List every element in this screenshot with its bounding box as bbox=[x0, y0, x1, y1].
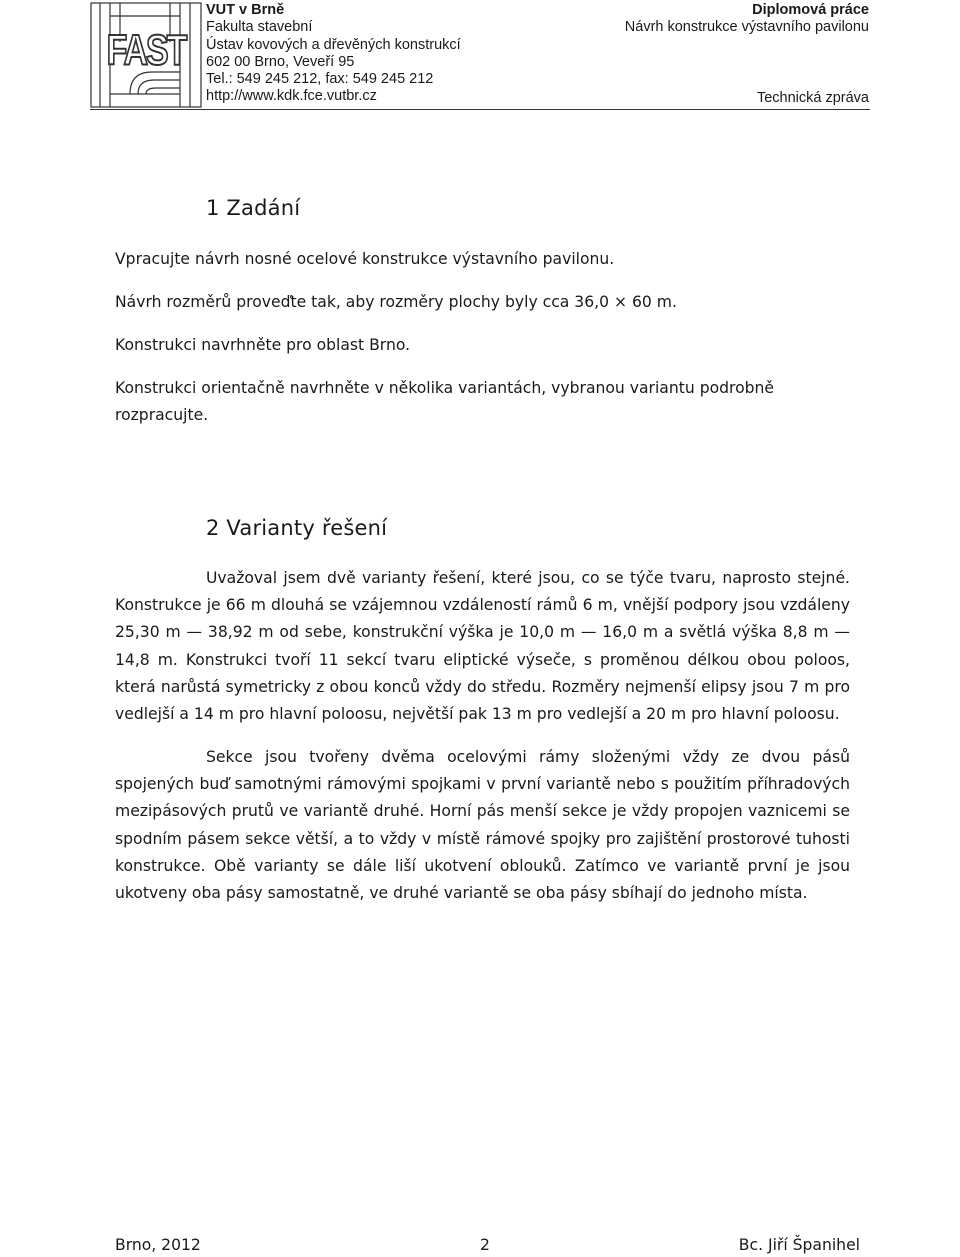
phone: Tel.: 549 245 212, fax: 549 245 212 bbox=[206, 71, 434, 88]
page-header bbox=[0, 0, 960, 110]
school-name: VUT v Brně bbox=[206, 2, 285, 18]
thesis-title: Návrh konstrukce výstavního pavilonu bbox=[624, 19, 869, 36]
header-divider bbox=[90, 109, 870, 110]
assignment-paragraph-3: Konstrukci navrhněte pro oblast Brno. bbox=[115, 336, 411, 354]
assignment-paragraph-4: Konstrukci orientačně navrhněte v několika variantách, vybranou variantu podrobně rozpracujte. bbox=[115, 379, 775, 425]
heading-varianty: 2 Varianty řešení bbox=[206, 516, 388, 540]
address: 602 00 Brno, Veveří 95 bbox=[206, 53, 355, 70]
heading-zadani: 1 Zadání bbox=[206, 196, 301, 220]
institute-name: Ústav kovových a dřevěných konstrukcí bbox=[206, 36, 461, 53]
document-type: Technická zpráva bbox=[756, 90, 869, 106]
thesis-info bbox=[624, 2, 869, 106]
website-link[interactable]: http://www.kdk.fce.vutbr.cz bbox=[206, 88, 377, 105]
variants-paragraph-2: Sekce jsou tvořeny dvěma ocelovými rámy složenými vždy ze dvou pásů spojených buď samotnými rámovými spojkami v první variantě nebo s použitím příhradových mezipásových prutů ve variantě druhé. Horní pás menší sekce je vždy propojen vaznicemi se spodním pásem sekce větší, a to vždy v místě rámové spojky pro zajištění prostorové tuhosti konstrukce. Obě varianty se dále liší ukotvení oblouků. Zatímco ve variantě první je jsou ukotveny oba pásy samostatně, ve druhé variantě se oba pásy sbíhají do jednoho místa. bbox=[115, 748, 850, 903]
assignment-paragraph-2: Návrh rozměrů proveďte tak, aby rozměry plochy byly cca 36,0 × 60 m. bbox=[115, 293, 677, 311]
svg-text:FAST: FAST bbox=[106, 26, 186, 75]
faculty-name: Fakulta stavební bbox=[206, 19, 313, 36]
thesis-type: Diplomová práce bbox=[752, 2, 869, 18]
fast-logo-icon bbox=[90, 2, 202, 108]
footer-author: Bc. Jiří Španihel bbox=[738, 1236, 860, 1254]
assignment-paragraph-1: Vpracujte návrh nosné ocelové konstrukce výstavního pavilonu. bbox=[115, 250, 615, 268]
page-number: 2 bbox=[480, 1236, 490, 1254]
institution-info bbox=[206, 2, 461, 106]
variants-paragraph-1: Uvažoval jsem dvě varianty řešení, které jsou, co se týče tvaru, naprosto stejné. Konstrukce je 66 m dlouhá se vzájemnou vzdáleností rámů 6 m, vnější podpory jsou vzdáleny 25,30 m — 38,92 m od sebe, konstrukční výška je 10,0 m — 16,0 m a světlá výška 8,8 m — 14,8 m. Konstrukci tvoří 11 sekcí tvaru eliptické výseče, s proměnou délkou obou poloos, která narůstá symetricky z obou konců vždy do středu. Rozměry nejmenší elipsy jsou 7 m pro vedlejší a 14 m pro hlavní poloosu, největší pak 13 m pro vedlejší a 20 m pro hlavní poloosu. bbox=[115, 569, 850, 724]
footer-place-year: Brno, 2012 bbox=[115, 1236, 201, 1254]
